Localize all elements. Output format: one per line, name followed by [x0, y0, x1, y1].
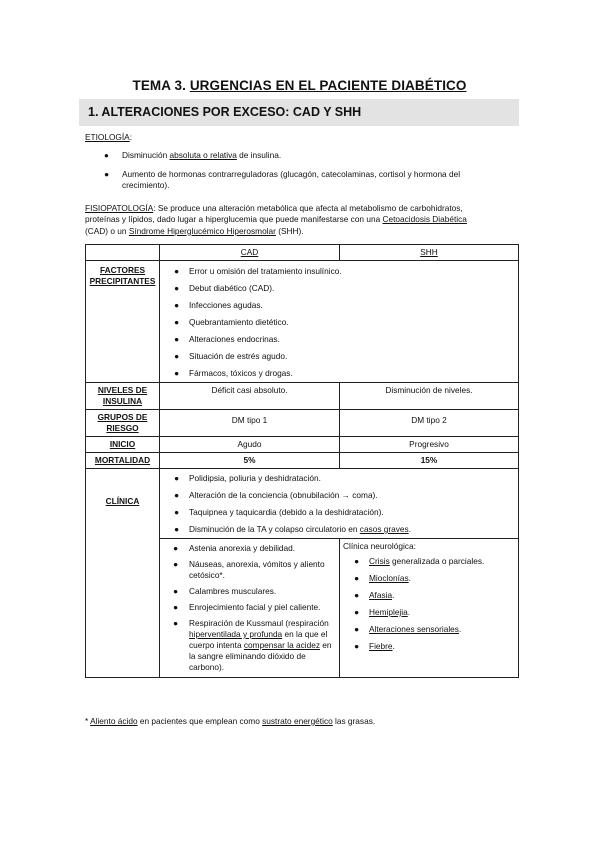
footnote: * Aliento ácido en pacientes que emplean como sustrato energético las grasas.: [85, 716, 376, 726]
row-label-niveles: NIVELES DE INSULINA: [86, 383, 160, 410]
etiologia-label: ETIOLOGÍA:: [85, 132, 133, 142]
row-niveles: [86, 383, 519, 410]
list-item: Fármacos, tóxicos y drogas.: [189, 368, 293, 378]
list-item: Respiración de Kussmaul (respiración hiperventilada y profunda en la que el cuerpo intenta compensar la acidez en la sangre eliminando dióxido de carbono).: [189, 618, 332, 672]
list-item: Situación de estrés agudo.: [189, 351, 288, 361]
table-header-row: [86, 245, 519, 261]
row-label-grupos: GRUPOS DE RIESGO: [86, 410, 160, 437]
list-item: Hemiplejia.: [369, 607, 411, 617]
list-item: Alteraciones sensoriales.: [369, 624, 462, 634]
table-corner-cell: [86, 245, 160, 261]
clinica-shh-list: Clínica neurológica: ● Crisis generalizada o parciales. ● Mioclonías. ● Afasia. ● Hemiplejia. ● Alteraciones sensoriales. ● Fiebre.: [340, 539, 519, 678]
row-label-mortalidad: MORTALIDAD: [86, 453, 160, 469]
etiologia-item-2-text: Aumento de hormonas contrarreguladoras (glucagón, catecolaminas, cortisol y hormona del crecimiento).: [122, 169, 461, 190]
row-clinica-common: [86, 469, 519, 539]
list-item: Fiebre.: [369, 641, 395, 651]
row-factores: [86, 261, 519, 383]
clinica-common-list: ● Polidipsia, poliuria y deshidratación. ● Alteración de la conciencia (obnubilación → coma). ● Taquipnea y taquicardia (debido a la deshidratación). ● Disminución de la TA y colapso circulatorio en casos graves.: [160, 469, 519, 539]
inicio-cad: Agudo: [160, 437, 340, 453]
list-item: Alteración de la conciencia (obnubilación → coma).: [189, 490, 378, 500]
inicio-shh: Progresivo: [340, 437, 519, 453]
title-prefix: TEMA 3.: [132, 78, 186, 93]
list-item: Astenia anorexia y debilidad.: [189, 543, 296, 553]
row-mortalidad: [86, 453, 519, 469]
grupos-cad: DM tipo 1: [160, 410, 340, 437]
list-item: Enrojecimiento facial y piel caliente.: [189, 602, 321, 612]
mortalidad-shh: 15%: [340, 453, 519, 469]
grupos-shh: DM tipo 2: [340, 410, 519, 437]
list-item: Náuseas, anorexia, vómitos y aliento cetósico*.: [189, 559, 325, 580]
factores-list: ● Error u omisión del tratamiento insulínico. ● Debut diabético (CAD). ● Infecciones agudas. ● Quebrantamiento dietético. ● Alteraciones endocrinas. ● Situación de estrés agudo. ● Fármacos, tóxicos y drogas.: [160, 261, 519, 383]
list-item: Debut diabético (CAD).: [189, 283, 275, 293]
list-item: Quebrantamiento dietético.: [189, 317, 289, 327]
niveles-cad: Déficit casi absoluto.: [160, 383, 340, 410]
list-item: Afasia.: [369, 590, 395, 600]
row-label-clinica: CLÍNICA: [86, 469, 160, 678]
title-main: URGENCIAS EN EL PACIENTE DIABÉTICO: [189, 78, 467, 93]
shh-neuro-title: Clínica neurológica:: [343, 541, 416, 551]
row-label-factores: FACTORES PRECIPITANTES: [86, 261, 160, 383]
list-item: Calambres musculares.: [189, 586, 277, 596]
fisiopatologia-paragraph: FISIOPATOLOGÍA: Se produce una alteración metabólica que afecta al metabolismo de carbohidratos, proteínas y lípidos, dado lugar a hiperglucemia que puede manifestarse con una Cetoacidosis Diabética (CAD) o un Síndrome Hiperglucémico Hiperosmolar (SHH).: [85, 203, 467, 236]
mortalidad-cad: 5%: [160, 453, 340, 469]
list-item: Disminución de la TA y colapso circulatorio en casos graves.: [189, 524, 411, 534]
col-header-shh: SHH: [340, 245, 519, 261]
section-heading: 1. ALTERACIONES POR EXCESO: CAD Y SHH: [79, 99, 519, 126]
niveles-shh: Disminución de niveles.: [340, 383, 519, 410]
row-label-inicio: INICIO: [86, 437, 160, 453]
list-item: Error u omisión del tratamiento insulínico.: [189, 266, 342, 276]
list-item: Polidipsia, poliuria y deshidratación.: [189, 473, 321, 483]
col-header-cad: CAD: [160, 245, 340, 261]
list-item: Alteraciones endocrinas.: [189, 334, 280, 344]
list-item: Infecciones agudas.: [189, 300, 263, 310]
list-item: Crisis generalizada o parciales.: [369, 556, 485, 566]
clinica-cad-list: ● Astenia anorexia y debilidad. ● Náuseas, anorexia, vómitos y aliento cetósico*. ● Calambres musculares. ● Enrojecimiento facial y piel caliente. ● Respiración de Kussmaul (respiración hiperventilada y profunda en la que el cuerpo intenta compensar la acidez en la sangre eliminando dióxido de carbono).: [160, 539, 340, 678]
list-item: Taquipnea y taquicardia (debido a la deshidratación).: [189, 507, 384, 517]
row-grupos: [86, 410, 519, 437]
list-item: Mioclonías.: [369, 573, 411, 583]
comparison-table: [85, 244, 519, 678]
etiologia-item-1-text: Disminución absoluta o relativa de insulina.: [122, 150, 282, 160]
etiologia-item-2-bullet: ●: [104, 169, 110, 179]
row-inicio: [86, 437, 519, 453]
page-title: [0, 78, 599, 93]
